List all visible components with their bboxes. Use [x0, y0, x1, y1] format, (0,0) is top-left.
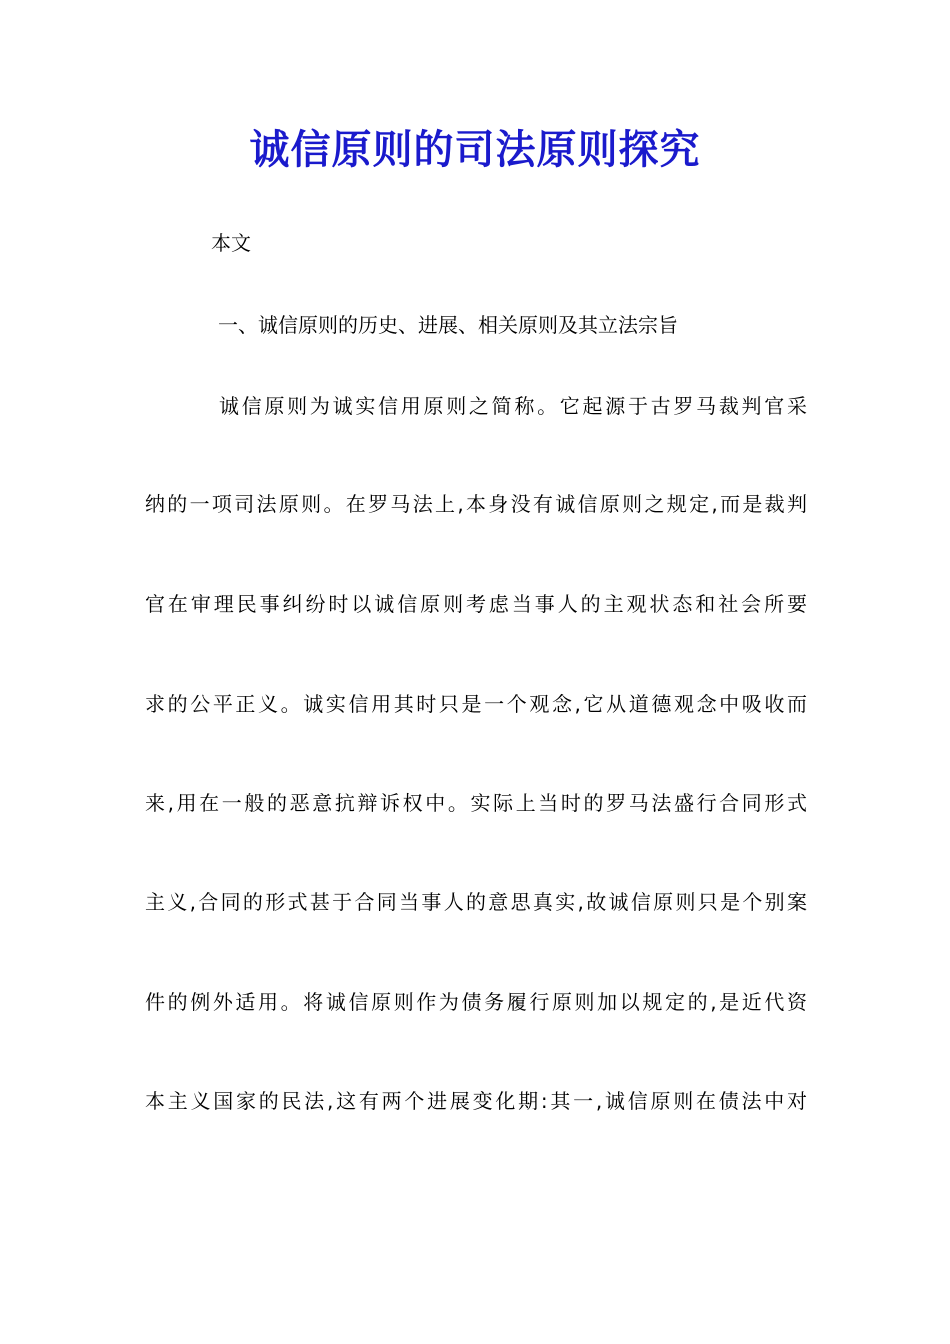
paragraph-line: 诚信原则为诚实信用原则之简称。它起源于古罗马裁判官采 — [219, 394, 807, 418]
paragraph-line: 主义,合同的形式甚于合同当事人的意思真实,故诚信原则只是个别案 — [145, 890, 807, 914]
paragraph-line: 来,用在一般的恶意抗辩诉权中。实际上当时的罗马法盛行合同形式 — [145, 791, 807, 815]
paragraph-line: 本主义国家的民法,这有两个进展变化期:其一,诚信原则在债法中对 — [145, 1089, 807, 1113]
paragraph-line: 求的公平正义。诚实信用其时只是一个观念,它从道德观念中吸收而 — [145, 692, 807, 716]
document-title: 诚信原则的司法原则探究 — [249, 126, 701, 173]
intro-label: 本文 — [211, 231, 251, 255]
paragraph-line: 件的例外适用。将诚信原则作为债务履行原则加以规定的,是近代资 — [145, 990, 807, 1014]
paragraph-line: 官在审理民事纠纷时以诚信原则考虑当事人的主观状态和社会所要 — [145, 592, 807, 616]
section-heading: 一、诚信原则的历史、进展、相关原则及其立法宗旨 — [218, 313, 678, 337]
paragraph-line: 纳的一项司法原则。在罗马法上,本身没有诚信原则之规定,而是裁判 — [145, 492, 807, 516]
